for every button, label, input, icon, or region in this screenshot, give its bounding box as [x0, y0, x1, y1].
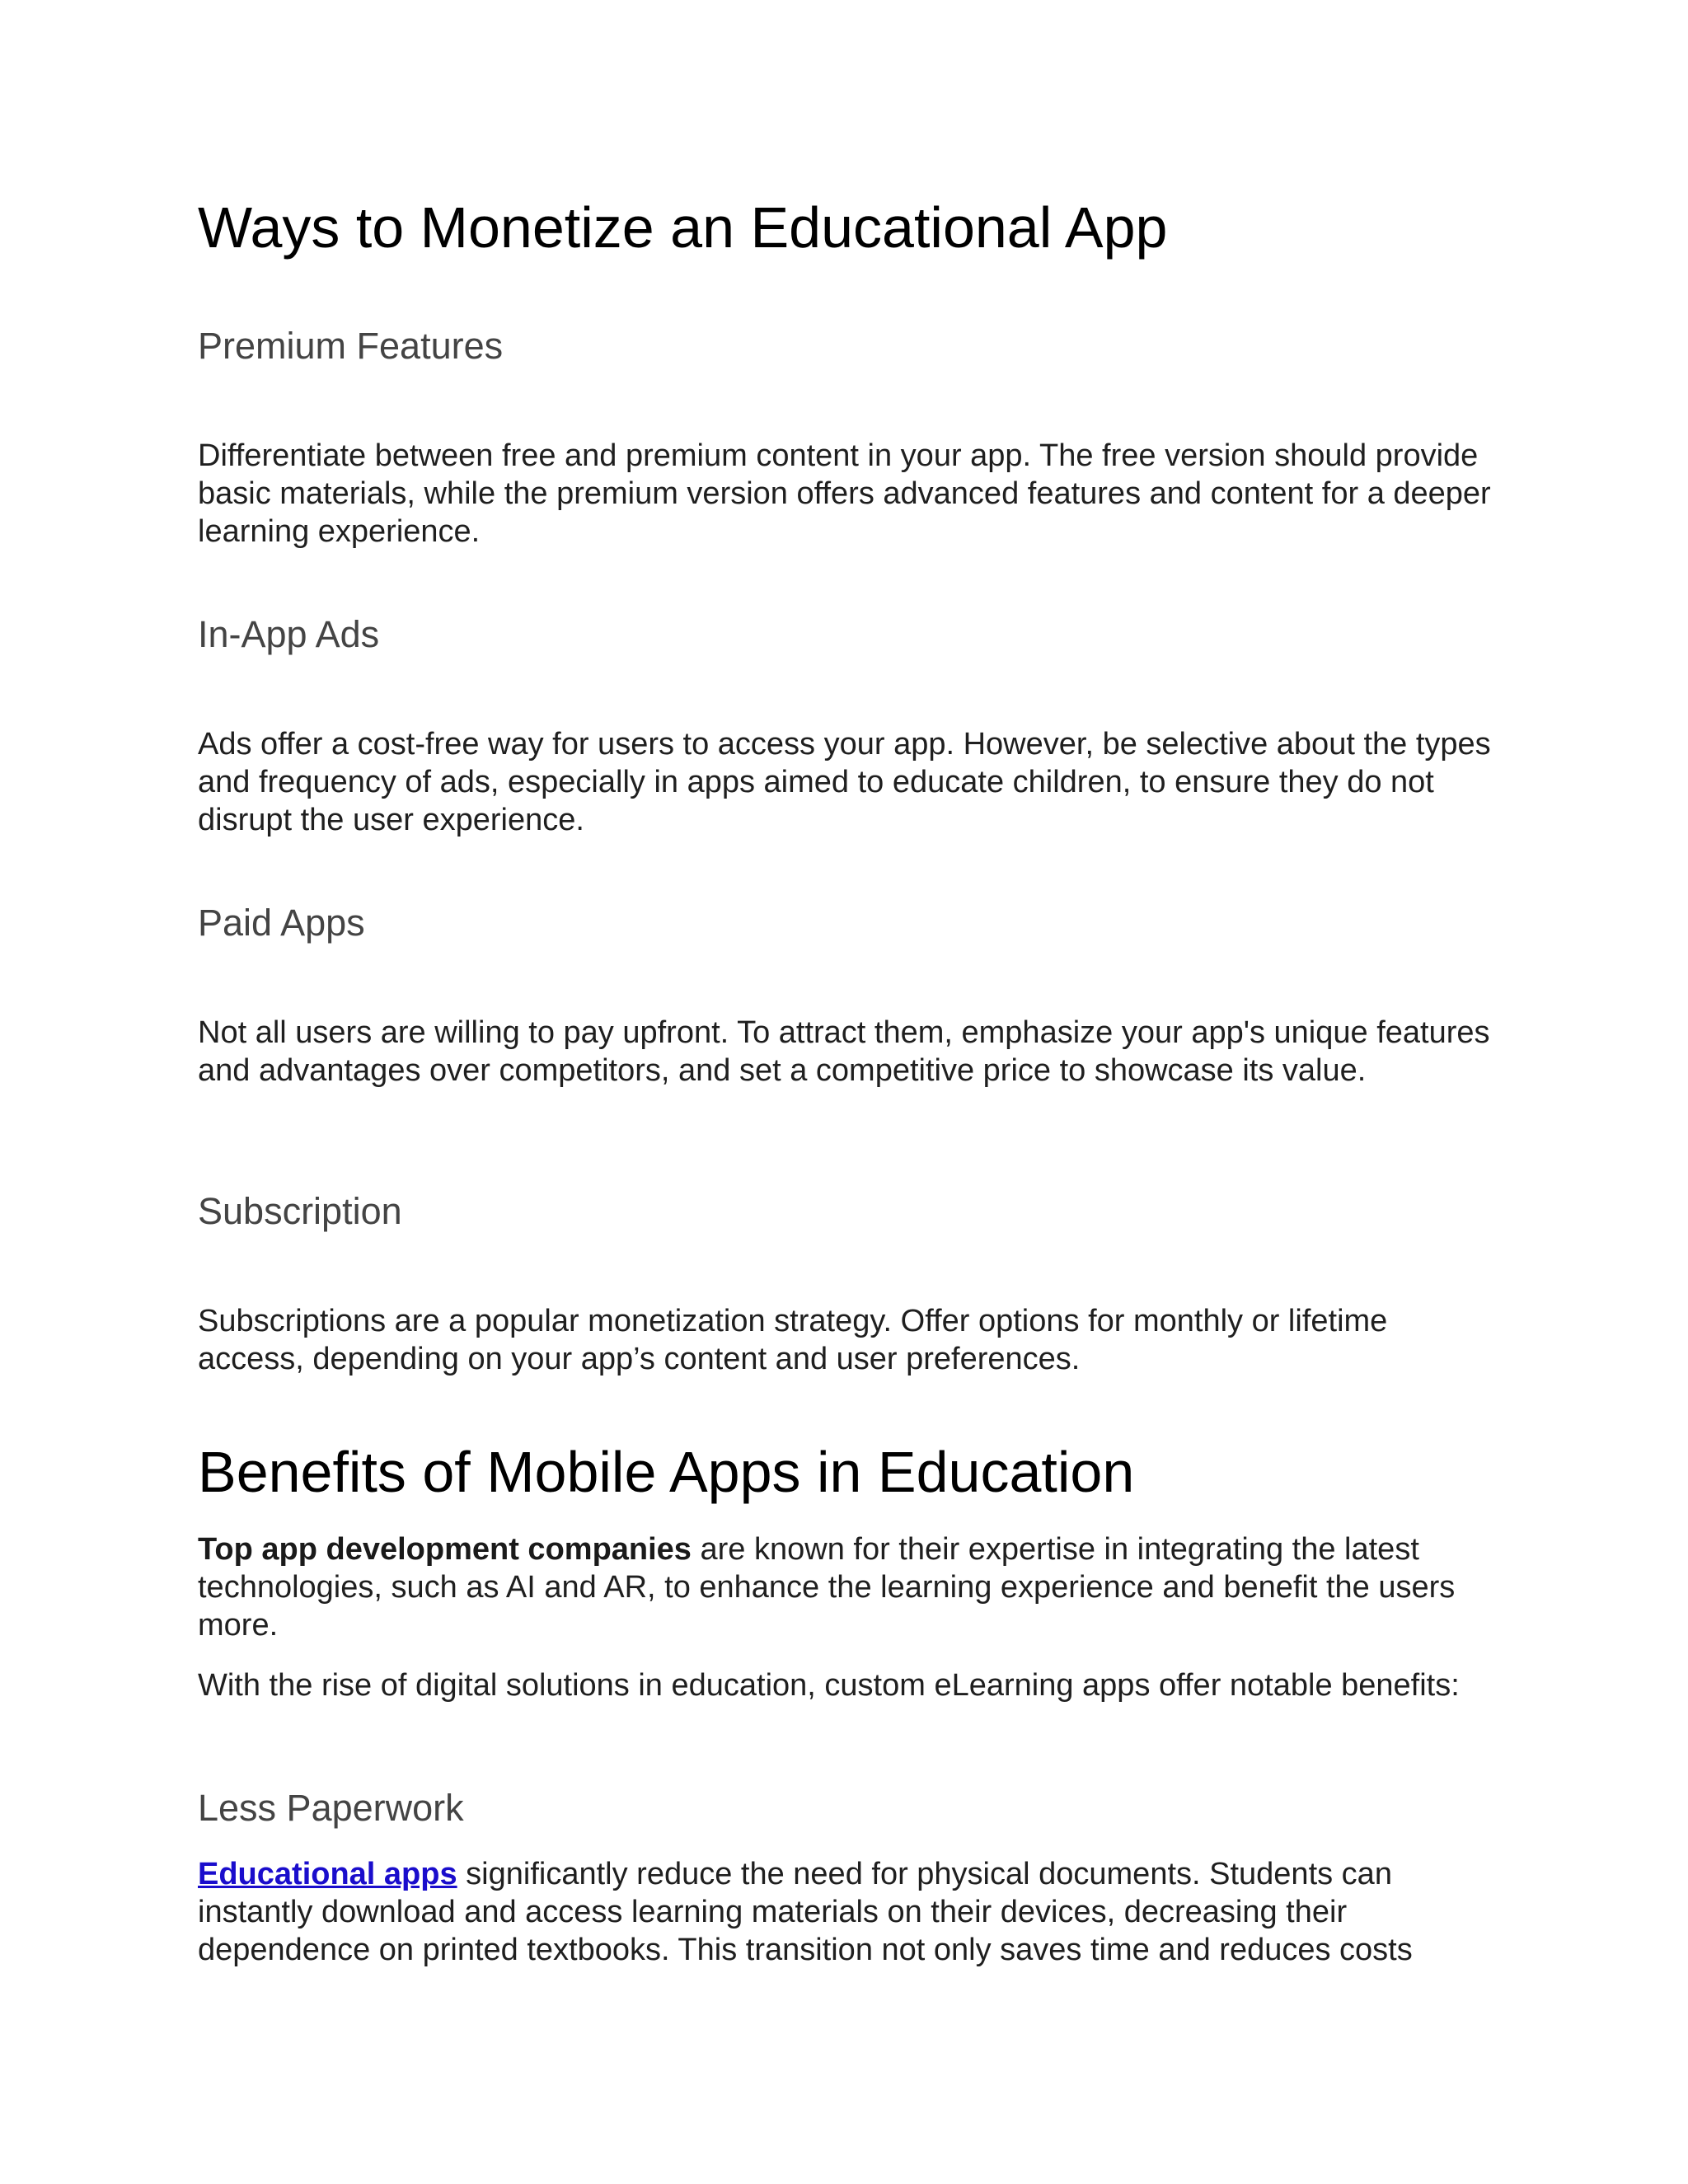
section-title-benefits: Benefits of Mobile Apps in Education	[198, 1440, 1135, 1504]
heading-paid-apps: Paid Apps	[198, 902, 365, 944]
heading-in-app-ads: In-App Ads	[198, 613, 380, 655]
paragraph-benefits-intro	[198, 1530, 1500, 1644]
heading-premium-features: Premium Features	[198, 325, 504, 367]
paragraph-paid-apps: Not all users are willing to pay upfront. To attract them, emphasize your app's unique features and advantages over competitors, and set a competitive price to showcase its value.	[198, 1015, 1490, 1088]
heading-subscription: Subscription	[198, 1190, 402, 1232]
bold-phrase: Top app development companies	[198, 1532, 692, 1567]
heading-less-paperwork: Less Paperwork	[198, 1787, 464, 1829]
paragraph-in-app-ads: Ads offer a cost-free way for users to access your app. However, be selective about the types and frequency of ads, especially in apps aimed to educate children, to ensure they do not disrupt the user experience.	[198, 727, 1491, 837]
paragraph-less-paperwork	[198, 1855, 1500, 1969]
paperwork-text: significantly reduce the need for physical documents. Students can instantly download and access learning materials on their devices, decreasing their dependence on printed textbooks. This transition not only saves time and reduces costs	[198, 1857, 1413, 1967]
educational-apps-link[interactable]: Educational apps	[198, 1857, 457, 1891]
paragraph-subscription: Subscriptions are a popular monetization strategy. Offer options for monthly or lifetime access, depending on your app’s content and user preferences.	[198, 1304, 1388, 1376]
intro-text: are known for their expertise in integrating the latest technologies, such as AI and AR, to enhance the learning experience and benefit the users more.	[198, 1532, 1456, 1643]
section-title-monetize: Ways to Monetize an Educational App	[198, 195, 1168, 260]
paragraph-premium-features: Differentiate between free and premium content in your app. The free version should provide basic materials, while the premium version offers advanced features and content for a deeper learning experience.	[198, 438, 1491, 549]
paragraph-benefits-list-intro: With the rise of digital solutions in education, custom eLearning apps offer notable benefits:	[198, 1668, 1460, 1703]
